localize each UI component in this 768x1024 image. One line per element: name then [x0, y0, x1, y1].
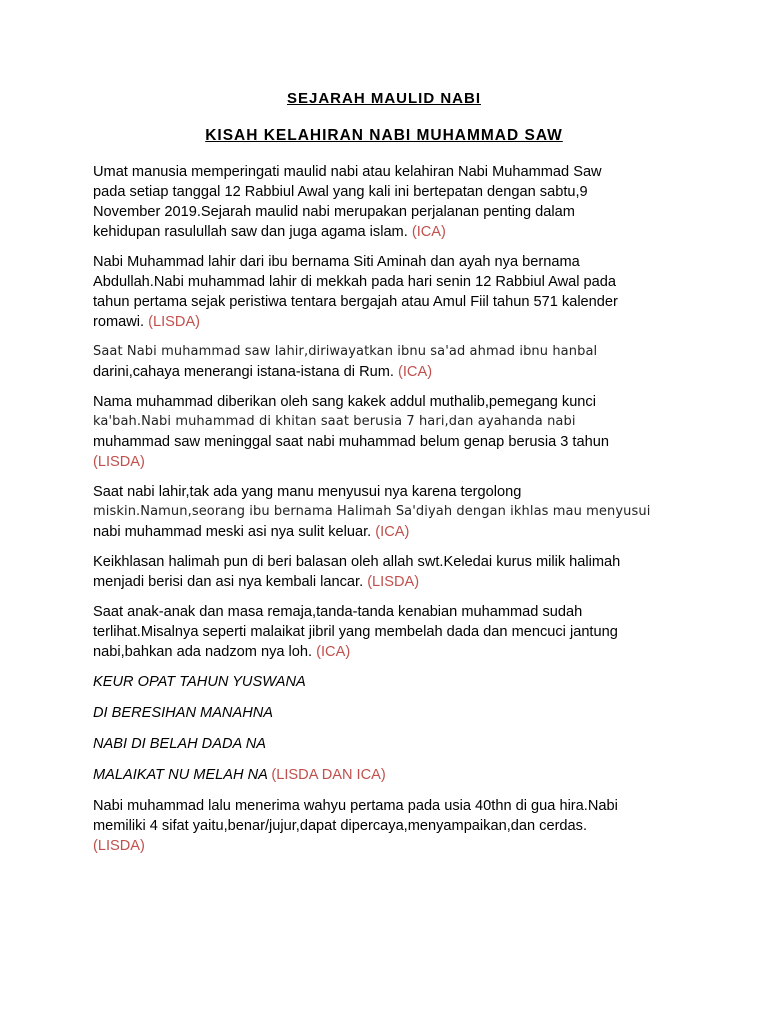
author-tag: (ICA)	[375, 524, 410, 540]
text-line: Saat anak-anak dan masa remaja,tanda-tanda kenabian muhammad sudah	[93, 604, 583, 620]
paragraph-1	[93, 162, 693, 242]
text-line	[93, 836, 693, 856]
author-tag: (LISDA)	[93, 838, 145, 854]
author-tag: (LISDA)	[93, 454, 145, 470]
verse-line-2	[93, 703, 693, 723]
text-line: tahun pertama sejak peristiwa tentara bergajah atau Amul Fiil tahun 571 kalender	[93, 294, 618, 310]
paragraph-2	[93, 252, 693, 332]
document-title: SEJARAH MAULID NABI	[286, 90, 481, 107]
text-segment: darini,cahaya menerangi istana-istana di Rum.	[93, 364, 399, 380]
paragraph-3	[93, 342, 693, 382]
text-segment: menjadi berisi dan asi nya kembali lancar.	[93, 574, 368, 590]
document-subtitle: KISAH KELAHIRAN NABI MUHAMMAD SAW	[205, 127, 563, 144]
text-line: ka'bah.Nabi muhammad di khitan saat berusia 7 hari,dan ayahanda nabi	[93, 414, 576, 429]
paragraph-7	[93, 602, 693, 662]
author-tag: (LISDA DAN ICA)	[271, 767, 386, 783]
paragraph-4	[93, 392, 693, 472]
text-line: Saat nabi lahir,tak ada yang manu menyusui nya karena tergolong	[93, 484, 522, 500]
author-tag: (ICA)	[398, 364, 433, 380]
text-line: Abdullah.Nabi muhammad lahir di mekkah pada hari senin 12 Rabbiul Awal pada	[93, 274, 616, 290]
text-line: Nabi Muhammad lahir dari ibu bernama Siti Aminah dan ayah nya bernama	[93, 254, 580, 270]
author-tag: (LISDA)	[148, 314, 201, 330]
author-tag: (LISDA)	[367, 574, 420, 590]
verse-text: DI BERESIHAN MANAHNA	[93, 705, 274, 721]
text-line: Umat manusia memperingati maulid nabi atau kelahiran Nabi Muhammad Saw	[93, 164, 602, 180]
author-tag: (ICA)	[316, 644, 351, 660]
text-line: miskin.Namun,seorang ibu bernama Halimah Sa'diyah dengan ikhlas mau menyusui	[93, 504, 651, 519]
verse-text: MALAIKAT NU MELAH NA	[93, 767, 272, 783]
verse-text: NABI DI BELAH DADA NA	[93, 736, 267, 752]
text-line: pada setiap tanggal 12 Rabbiul Awal yang kali ini bertepatan dengan sabtu,9	[93, 184, 588, 200]
author-tag: (ICA)	[411, 224, 446, 240]
verse-line-3	[93, 734, 693, 754]
text-line: Saat Nabi muhammad saw lahir,diriwayatkan ibnu sa'ad ahmad ibnu hanbal	[93, 344, 598, 359]
text-line: terlihat.Misalnya seperti malaikat jibril yang membelah dada dan mencuci jantung	[93, 624, 618, 640]
text-segment: nabi muhammad meski asi nya sulit keluar.	[93, 524, 376, 540]
text-line: muhammad saw meninggal saat nabi muhammad belum genap berusia 3 tahun	[93, 434, 609, 450]
text-line	[93, 522, 693, 542]
text-line: November 2019.Sejarah maulid nabi merupakan perjalanan penting dalam	[93, 204, 575, 220]
closing-paragraph	[93, 796, 693, 856]
text-line: memiliki 4 sifat yaitu,benar/jujur,dapat dipercaya,menyampaikan,dan cerdas.	[93, 818, 588, 834]
verse-line-1	[93, 672, 693, 692]
text-line: Nama muhammad diberikan oleh sang kakek addul muthalib,pemegang kunci	[93, 394, 596, 410]
text-line	[93, 312, 693, 332]
text-line	[93, 572, 693, 592]
paragraph-5	[93, 482, 693, 542]
text-line	[93, 362, 693, 382]
text-line	[93, 642, 693, 662]
text-line: Keikhlasan halimah pun di beri balasan oleh allah swt.Keledai kurus milik halimah	[93, 554, 621, 570]
text-segment: kehidupan rasulullah saw dan juga agama islam.	[93, 224, 412, 240]
verse-line-4	[93, 765, 693, 785]
text-line: Nabi muhammad lalu menerima wahyu pertama pada usia 40thn di gua hira.Nabi	[93, 798, 618, 814]
document-body	[93, 162, 693, 866]
text-line	[93, 222, 693, 242]
verse-text: KEUR OPAT TAHUN YUSWANA	[93, 674, 306, 690]
paragraph-6	[93, 552, 693, 592]
text-segment: romawi.	[93, 314, 149, 330]
text-segment: nabi,bahkan ada nadzom nya loh.	[93, 644, 317, 660]
text-line	[93, 452, 693, 472]
